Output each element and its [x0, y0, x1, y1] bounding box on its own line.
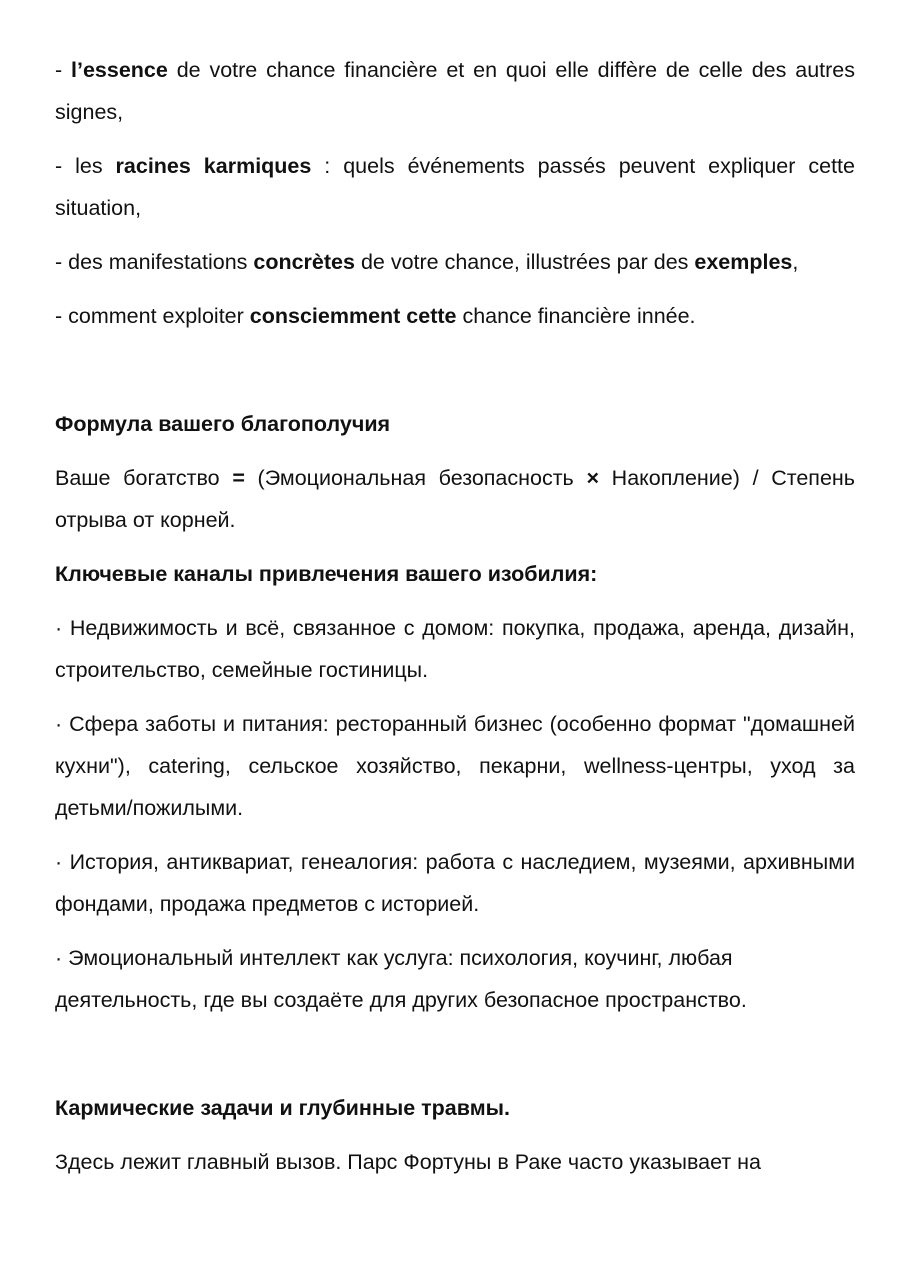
channel-item-emotional-intelligence: · Эмоциональный интеллект как услуга: психология, коучинг, любая деятельность, где вы создаёте для других безопасное пространство.: [55, 946, 747, 1012]
intro-item-text: : quels événements passés peuvent expliquer cette situation,: [55, 154, 855, 220]
intro-item-bold: l’essence: [71, 58, 168, 82]
karmic-paragraph: Здесь лежит главный вызов. Парс Фортуны в Раке часто указывает на: [55, 1150, 762, 1174]
multiply-sign: ×: [586, 466, 599, 490]
intro-item-text: ,: [792, 250, 799, 274]
section-spacer: [55, 1033, 855, 1087]
intro-item-prefix: - comment exploiter: [55, 304, 250, 328]
intro-item-prefix: -: [55, 58, 72, 82]
intro-item-karmic-roots: [55, 145, 855, 229]
intro-item-bold: racines karmiques: [115, 154, 312, 178]
intro-item-text: de votre chance financière et en quoi elle diffère de celle des autres signes,: [55, 58, 855, 124]
channels-heading: Ключевые каналы привлечения вашего изобилия:: [55, 562, 598, 586]
formula-part3: Накопление) / Степень отрыва от корней.: [55, 466, 855, 532]
formula-part1: Ваше богатство: [55, 466, 233, 490]
document-page: [55, 49, 855, 1195]
formula-heading: Формула вашего благополучия: [55, 412, 391, 436]
intro-item-essence: [55, 49, 855, 133]
intro-item-text: de votre chance, illustrées par des: [354, 250, 695, 274]
intro-item-bold-examples: exemples: [694, 250, 793, 274]
channel-item-history: · История, антиквариат, генеалогия: работа с наследием, музеями, архивными фондами, продажа предметов с историей.: [55, 850, 855, 916]
intro-item-bold: concrètes: [253, 250, 355, 274]
karmic-heading: Кармические задачи и глубинные травмы.: [55, 1096, 510, 1120]
section-spacer: [55, 349, 855, 403]
channel-item-realty: · Недвижимость и всё, связанное с домом: покупка, продажа, аренда, дизайн, строительство, семейные гостиницы.: [55, 616, 855, 682]
intro-item-bold: consciemment cette: [249, 304, 457, 328]
formula-text: [55, 457, 855, 541]
intro-item-conscious: [55, 295, 855, 337]
equals-sign: =: [232, 466, 245, 490]
intro-item-concrete: [55, 241, 855, 283]
intro-item-prefix: - des manifestations: [55, 250, 254, 274]
intro-item-prefix: - les: [55, 154, 116, 178]
formula-part2: (Эмоциональная безопасность: [244, 466, 587, 490]
channel-item-care: · Сфера заботы и питания: ресторанный бизнес (особенно формат "домашней кухни"), catering, сельское хозяйство, пекарни, wellness-центры, уход за детьми/пожилыми.: [55, 712, 855, 820]
intro-item-text: chance financière innée.: [456, 304, 696, 328]
